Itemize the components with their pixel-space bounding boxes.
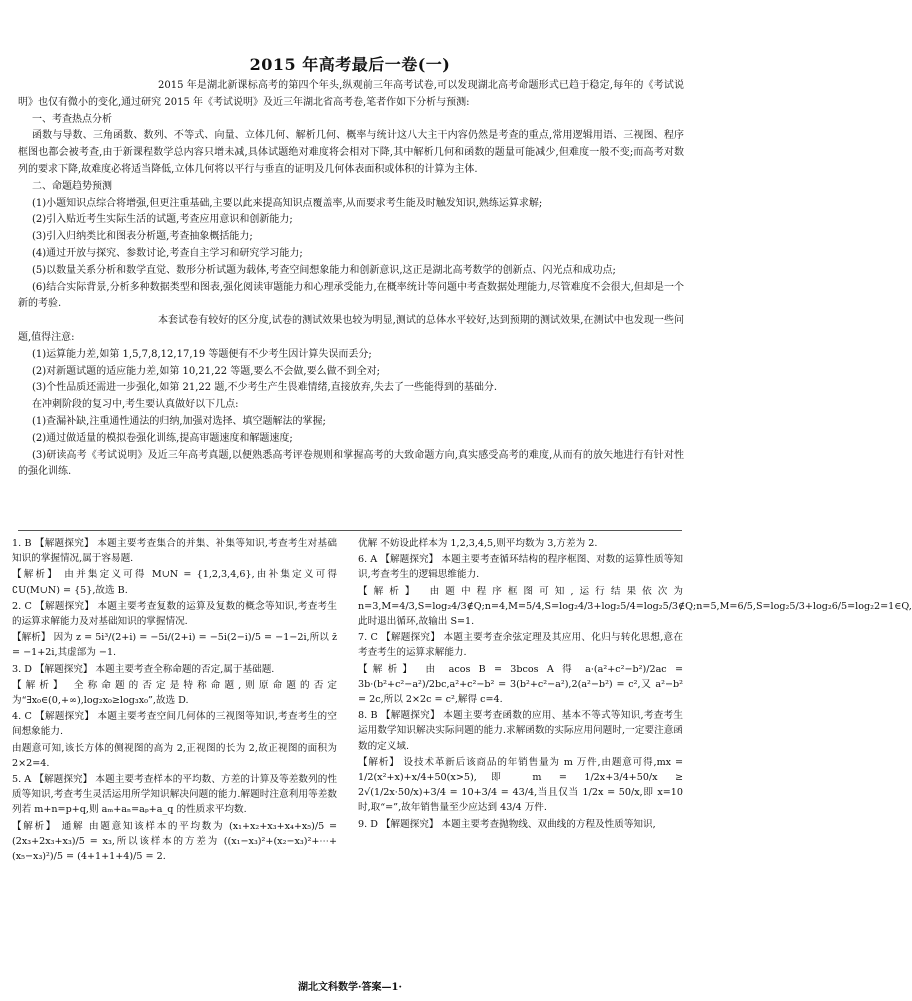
solution-3: 【解析】 全称命题的否定是特称命题,则原命题的否定为“∃x₀∈(0,+∞),log₂x₀≥log₃x₀”,故选 D. [12, 679, 337, 707]
intro-paragraph: 2015 年是湖北新课标高考的第四个年头,纵观前三年高考试卷,可以发现湖北高考命题形式已趋于稳定,每年的《考试说明》也仅有微小的变化,通过研究 2015 年《考试说明》及近三年湖北省高考卷,笔者作如下分析与预测: [18, 80, 684, 108]
trend-item: (1)小题知识点综合将增强,但更注重基础,主要以此来提高知识点覆盖率,从而要求考生能及时触发知识,熟练运算求解; [32, 197, 543, 209]
trend-item: (6)结合实际背景,分析多种数据类型和图表,强化阅读审题能力和心理承受能力,在概率统计等问题中考查数据处理能力,尽管难度不会很大,但却是一个新的考验. [18, 281, 684, 310]
answer-5: 5. A 【解题探究】 本题主要考查样本的平均数、方差的计算及等差数列的性质等知识,考查考生灵活运用所学知识解决问题的能力.解题时注意利用等差数列若 m+n=p+q,则 aₘ+aₙ=aₚ+a_q 的性质求平均数. [12, 774, 337, 816]
answer-3: 3. D 【解题探究】 本题主要考查全称命题的否定,属于基础题. [12, 663, 275, 675]
section-heading: 二、命题趋势预测 [32, 180, 112, 192]
alt-solution-5: 优解 不妨设此样本为 1,2,3,4,5,则平均数为 3,方差为 2. [358, 538, 598, 549]
advice-item: (2)通过做适量的模拟卷强化训练,提高审题速度和解题速度; [32, 432, 293, 444]
section-heading: 一、考查热点分析 [32, 113, 112, 125]
answer-7: 7. C 【解题探究】 本题主要考查余弦定理及其应用、化归与转化思想,意在考查考生的运算求解能力. [358, 632, 683, 659]
solution-2: 【解析】 因为 z = 5i³/(2+i) = −5i/(2+i) = −5i(2−i)/5 = −1−2i,所以 z̄ = −1+2i,其虚部为 −1. [12, 632, 337, 659]
exam-analysis [18, 78, 684, 481]
answer-2: 2. C 【解题探究】 本题主要考查复数的运算及复数的概念等知识,考查考生的运算求解能力及对基础知识的掌握情况. [12, 600, 337, 628]
trend-item: (4)通过开放与探究、参数讨论,考查自主学习和研究学习能力; [32, 247, 303, 259]
hotspot-paragraph: 函数与导数、三角函数、数列、不等式、向量、立体几何、解析几何、概率与统计这八大主干内容仍然是考查的重点,常用逻辑用语、三视图、程序框图也都会被考查,由于新课程数学总内容只增未减,具体试题绝对难度将会相对下降,其中解析几何和函数的题量可能减少,但难度一般不变;而高考对数列的要求下降,故难度必将适当降低,立体几何将以平行与垂直的证明及几何体表面积或体积的计算为主体. [18, 130, 684, 175]
advice-item: (1)查漏补缺,注重通性通法的归纳,加强对选择、填空题解法的掌握; [32, 415, 326, 427]
solution-1: 【解析】 由并集定义可得 M∪N = {1,2,3,4,6},由补集定义可得 ∁U(M∪N) = {5},故选 B. [12, 569, 337, 596]
problem-item: (1)运算能力差,如第 1,5,7,8,12,17,19 等题便有不少考生因计算失误而丢分; [32, 348, 372, 360]
divider [18, 530, 682, 531]
page-title: 2015 年高考最后一卷(一) [249, 55, 451, 74]
solution-4: 由题意可知,该长方体的侧视图的高为 2,正视图的长为 2,故正视图的面积为 2×2=4. [12, 742, 337, 769]
solution-7: 【解析】 由 acos B = 3bcos A 得 a·(a²+c²−b²)/2ac = 3b·(b²+c²−a²)/2bc,a²+c²−b² = 3(b²+c²−a²),2(a²−b²) = c²,又 a²−b² = 2c,所以 2×2c = c²,解得 c=4. [358, 663, 683, 706]
problem-item: (2)对新题试题的适应能力差,如第 10,21,22 等题,要么不会做,要么做不到全对; [32, 365, 380, 377]
solution-6: 【解析】 由题中程序框图可知,运行结果依次为 n=3,M=4/3,S=log₂4/3∉Q;n=4,M=5/4,S=log₂4/3+log₂5/4=log₂5/3∉Q;n=5,M=6/5,S=log₂5/3+log₂6/5=log₂2=1∈Q,此时退出循环,故输出 S=1. [358, 585, 912, 628]
answers-right-column [358, 536, 912, 833]
advice-lead: 在冲刺阶段的复习中,考生要认真做好以下几点: [32, 399, 239, 411]
answer-1: 1. B 【解题探究】 本题主要考查集合的并集、补集等知识,考查考生对基础知识的掌握情况,属于容易题. [12, 538, 337, 565]
summary-paragraph: 本套试卷有较好的区分度,试卷的测试效果也较为明显,测试的总体水平较好,达到预期的测试效果,在测试中也发现一些问题,值得注意: [18, 315, 684, 343]
page-footer: 湖北文科数学·答案—1· [298, 982, 402, 993]
trend-item: (3)引入归纳类比和图表分析题,考查抽象概括能力; [32, 231, 253, 243]
trend-item: (5)以数量关系分析和数学直觉、数形分析试题为载体,考查空间想象能力和创新意识,这正是湖北高考数学的创新点、闪光点和成功点; [32, 264, 616, 276]
solution-8: 【解析】 设技术革新后该商品的年销售量为 m 万件,由题意可得,mx = 1/2(x²+x)+x/4+50(x>5),即 m = 1/2x+3/4+50/x ≥ 2√(1/2x·50/x)+3/4 = 10+3/4 = 43/4,当且仅当 1/2x = 50/x,即 x=10 时,取“=”,故年销售量至少应达到 43/4 万件. [358, 756, 683, 814]
problem-item: (3)个性品质还需进一步强化,如第 21,22 题,不少考生产生畏难情绪,直接放弃,失去了一些能得到的基础分. [32, 382, 498, 394]
advice-item: (3)研读高考《考试说明》及近三年高考真题,以便熟悉高考评卷规则和掌握高考的大致命题方向,真实感受高考的难度,从而有的放矢地进行有针对性的强化训练. [18, 449, 684, 478]
answers-left-column [12, 536, 337, 865]
answer-9: 9. D 【解题探究】 本题主要考查抛物线、双曲线的方程及性质等知识, [358, 818, 656, 830]
trend-item: (2)引入贴近考生实际生活的试题,考查应用意识和创新能力; [32, 214, 293, 226]
solution-5: 【解析】 通解 由题意知该样本的平均数为 (x₁+x₂+x₃+x₄+x₅)/5 = (2x₃+2x₃+x₃)/5 = x₃,所以该样本的方差为 ((x₁−x₃)²+(x₂−x₃)²+⋯+(x₅−x₃)²)/5 = (4+1+1+4)/5 = 2. [12, 820, 337, 863]
answer-8: 8. B 【解题探究】 本题主要考查函数的应用、基本不等式等知识,考查考生运用数学知识解决实际问题的能力.求解函数的实际应用问题时,一定要注意函数的定义域. [358, 710, 683, 752]
answer-4: 4. C 【解题探究】 本题主要考查空间几何体的三视图等知识,考查考生的空间想象能力. [12, 711, 337, 738]
answer-6: 6. A 【解题探究】 本题主要考查循环结构的程序框图、对数的运算性质等知识,考查考生的逻辑思维能力. [358, 554, 683, 581]
